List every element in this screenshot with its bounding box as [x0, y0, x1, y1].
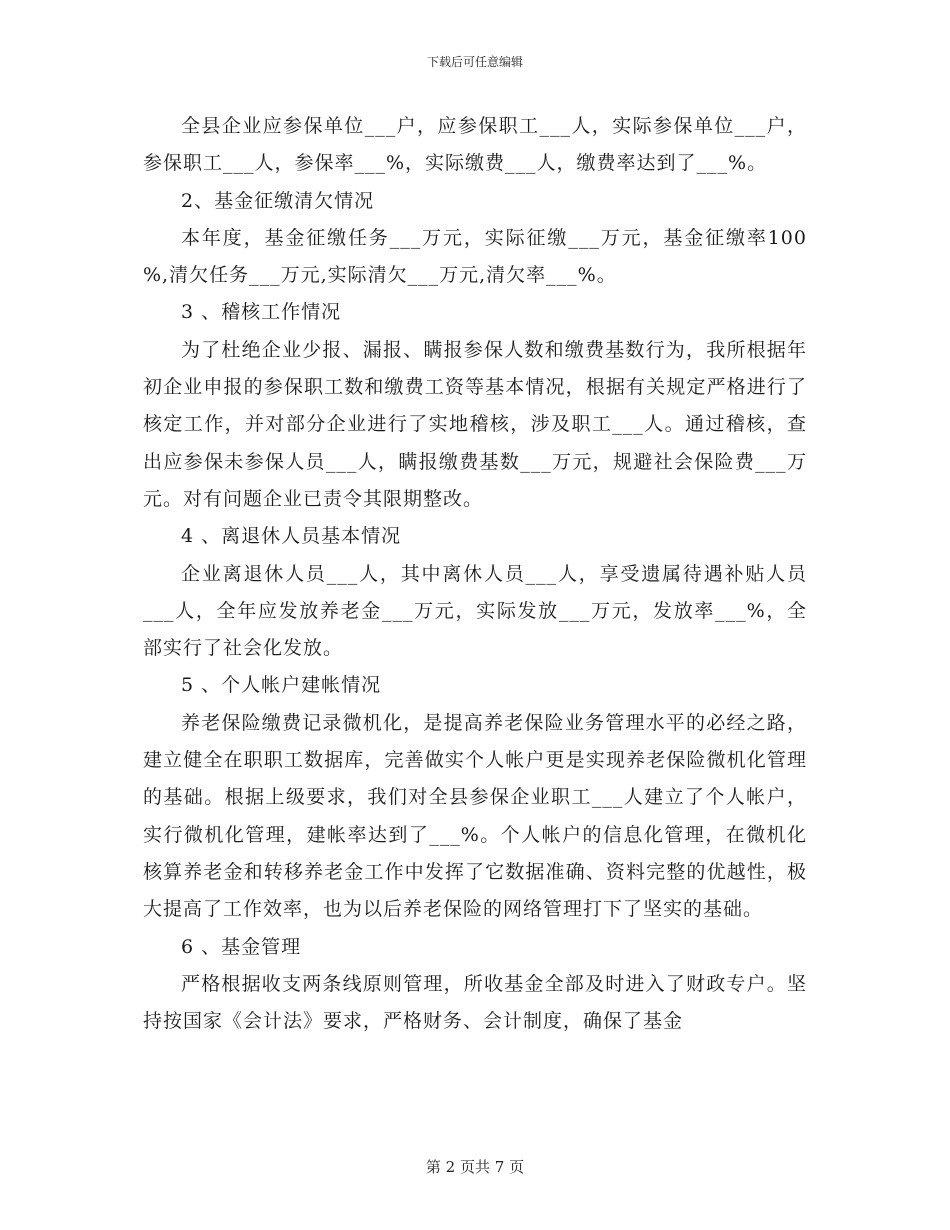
- paragraph-fund-collection: 本年度，基金征缴任务___万元，实际征缴___万元，基金征缴率100 %,清欠任务___万元,实际清欠___万元,清欠率___%。: [143, 226, 807, 287]
- paragraph-enrollment: 全县企业应参保单位___户，应参保职工___人，实际参保单位___户，参保职工___人，参保率___%，实际缴费___人，缴费率达到了___%。: [143, 115, 807, 175]
- paragraph-fund-management: 严格根据收支两条线原则管理，所收基金全部及时进入了财政专户。坚持按国家《会计法》要求，严格财务、会计制度，确保了基金: [143, 972, 807, 1033]
- document-body: [143, 108, 807, 1040]
- section-heading-retirees: 4 、离退休人员基本情况: [181, 525, 402, 548]
- paragraph-audit: 为了杜绝企业少报、漏报、瞒报参保人数和缴费基数行为，我所根据年初企业申报的参保职工数和缴费工资等基本情况，根据有关规定严格进行了核定工作，并对部分企业进行了实地稽核，涉及职工___人。通过稽核，查出应参保未参保人员___人，瞒报缴费基数___万元，规避社会保险费___万元。对有问题企业已责令其限期整改。: [143, 338, 807, 510]
- page-footer: 第 2 页共 7 页: [425, 1158, 525, 1176]
- section-heading-personal-accounts: 5 、个人帐户建帐情况: [181, 674, 382, 697]
- section-heading-audit: 3 、稽核工作情况: [181, 301, 342, 324]
- paragraph-personal-accounts: 养老保险缴费记录微机化，是提高养老保险业务管理水平的必经之路，建立健全在职职工数据库，完善做实个人帐户更是实现养老保险微机化管理的基础。根据上级要求，我们对全县参保企业职工___人建立了个人帐户，实行微机化管理，建帐率达到了___%。个人帐户的信息化管理，在微机化核算养老金和转移养老金工作中发挥了它数据准确、资料完整的优越性，极大提高了工作效率，也为以后养老保险的网络管理打下了坚实的基础。: [143, 711, 807, 921]
- paragraph-retirees: 企业离退休人员___人，其中离休人员___人，享受遗属待遇补贴人员___人，全年应发放养老金___万元，实际发放___万元，发放率___%，全部实行了社会化发放。: [143, 562, 807, 660]
- page-header: 下载后可任意编辑: [426, 55, 523, 69]
- section-heading-fund-collection: 2、基金征缴清欠情况: [181, 189, 375, 212]
- section-heading-fund-management: 6 、基金管理: [181, 935, 302, 958]
